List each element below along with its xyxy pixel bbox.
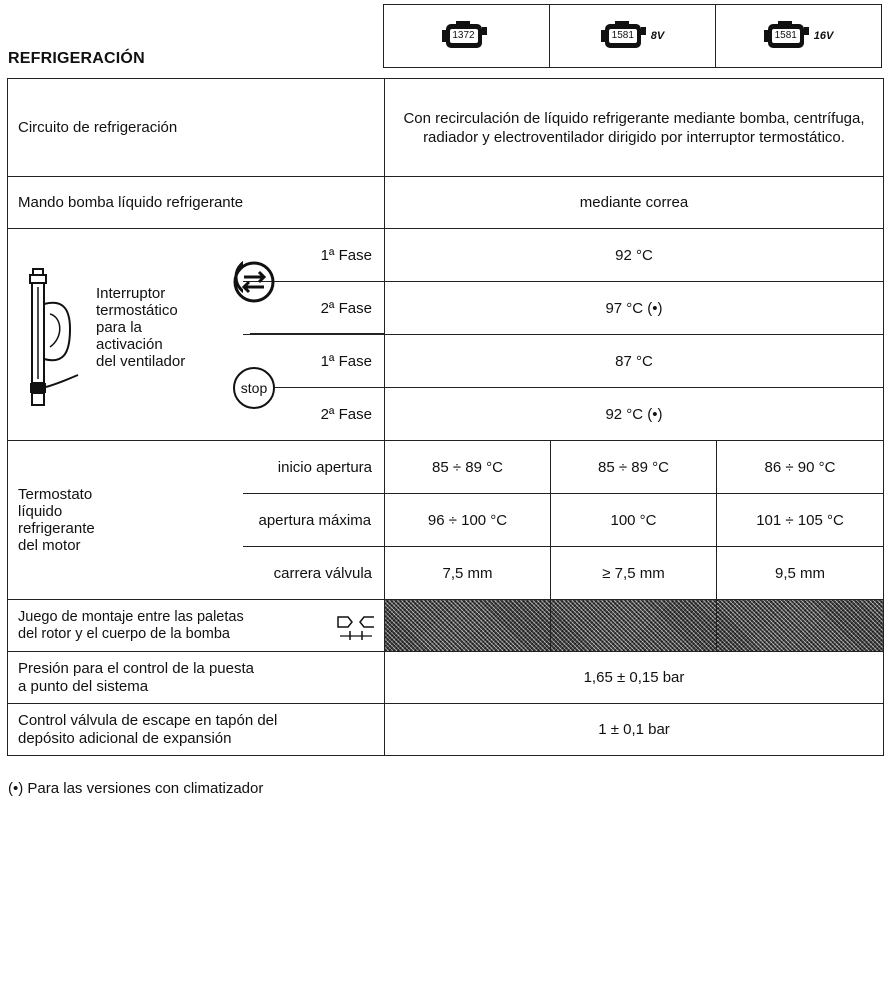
presion-label: Presión para el control de la puesta a punto del sistema: [8, 652, 385, 704]
table-row: [8, 79, 884, 177]
thermoswitch-icon: [30, 269, 78, 405]
phase-label: 1ª Fase: [243, 229, 385, 282]
table-row: [8, 441, 884, 494]
table-row: [8, 177, 884, 229]
control-label: Control válvula de escape en tapón del depósito adicional de expansión: [8, 704, 385, 756]
termostato-value: 85 ÷ 89 °C: [385, 441, 551, 494]
termostato-value: 96 ÷ 100 °C: [385, 494, 551, 547]
stop-label: stop: [240, 380, 268, 396]
termostato-item: apertura máxima: [243, 494, 385, 547]
obscured-value: [551, 600, 717, 652]
mando-value: mediante correa: [385, 177, 884, 229]
table-row: [8, 600, 884, 652]
phase-value: 92 °C (•): [385, 388, 884, 441]
obscured-value: [385, 600, 551, 652]
termostato-value: ≥ 7,5 mm: [551, 547, 717, 600]
table-row: [8, 229, 884, 282]
switch-on-icon: [235, 263, 273, 301]
phase-divider: [250, 333, 384, 334]
circuito-value: Con recirculación de líquido refrigerante mediante bomba, centrífuga, radiador y electroventilador dirigido por interruptor termostático.: [385, 79, 884, 177]
phase-value: 87 °C: [385, 335, 884, 388]
engine-column-3: [715, 5, 881, 67]
engine-column-1: [384, 5, 549, 67]
table-row: [8, 704, 884, 756]
engine-code: 1581: [772, 29, 800, 43]
engine-code: 1581: [609, 29, 637, 43]
phase-value: 92 °C: [385, 229, 884, 282]
phase-label: 2ª Fase: [243, 388, 385, 441]
section-title: REFRIGERACIÓN: [8, 50, 145, 67]
engine-block-icon: [601, 21, 647, 51]
engine-code: 1372: [450, 29, 478, 43]
switch-icons: [228, 248, 288, 448]
presion-value: 1,65 ± 0,15 bar: [385, 652, 884, 704]
interruptor-label: Interruptor termostático para la activación del ventilador: [96, 285, 186, 370]
termostato-value: 7,5 mm: [385, 547, 551, 600]
engine-tag: 16V: [813, 30, 834, 42]
termostato-item: carrera válvula: [243, 547, 385, 600]
engine-block-icon: [442, 21, 488, 51]
juego-label: Juego de montaje entre las paletas del rotor y el cuerpo de la bomba: [18, 608, 244, 642]
engine-column-2: [549, 5, 715, 67]
engine-header: [383, 4, 882, 68]
clearance-gauge-icon: [336, 611, 376, 641]
engine-block-icon: [764, 21, 810, 51]
table-row: [8, 652, 884, 704]
termostato-item: inicio apertura: [243, 441, 385, 494]
termostato-value: 9,5 mm: [717, 547, 884, 600]
circuito-label: Circuito de refrigeración: [8, 79, 385, 177]
interruptor-label-cell: [8, 229, 243, 441]
phase-value: 97 °C (•): [385, 282, 884, 335]
mando-label: Mando bomba líquido refrigerante: [8, 177, 385, 229]
termostato-value: 86 ÷ 90 °C: [717, 441, 884, 494]
termostato-value: 100 °C: [551, 494, 717, 547]
phase-label: 2ª Fase: [243, 282, 385, 335]
engine-tag: 8V: [650, 30, 665, 42]
footnote: (•) Para las versiones con climatizador: [8, 780, 264, 797]
spec-table: [7, 78, 884, 756]
control-value: 1 ± 0,1 bar: [385, 704, 884, 756]
juego-label-cell: [8, 600, 385, 652]
termostato-value: 101 ÷ 105 °C: [717, 494, 884, 547]
phase-label: 1ª Fase: [243, 335, 385, 388]
termostato-label: Termostato líquido refrigerante del motor: [8, 441, 243, 600]
termostato-value: 85 ÷ 89 °C: [551, 441, 717, 494]
obscured-value: [717, 600, 884, 652]
